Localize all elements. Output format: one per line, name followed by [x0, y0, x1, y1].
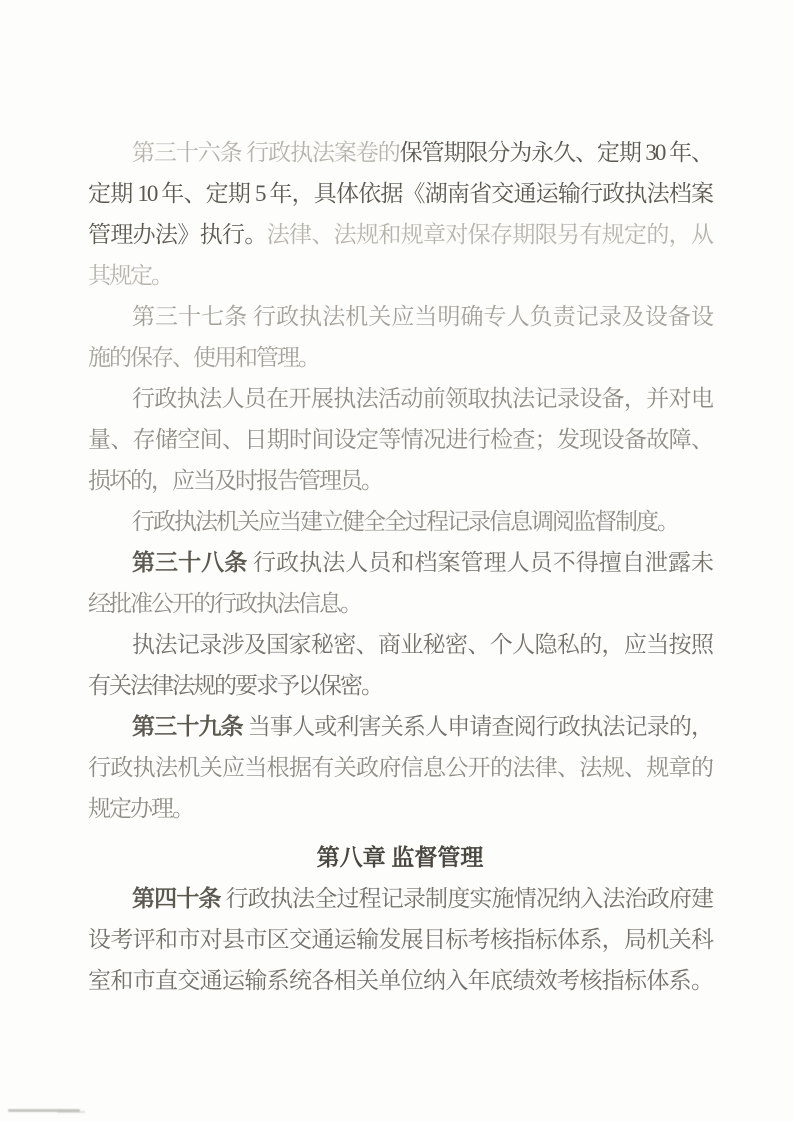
text-segment: 设考评和市对县市区交通运输发展目标考核指标体系，局机关科 — [88, 927, 712, 952]
text-segment: 规定办理。 — [88, 796, 193, 821]
text-segment: 第四十条 — [132, 886, 221, 911]
page-content — [88, 132, 712, 1001]
article-40-line-2 — [88, 919, 712, 960]
text-segment: 定期 10 年、定期 5 年，具体依据《湖南省交通运输行政执法档案 — [88, 181, 712, 206]
text-segment: 保管期限分为永久、定期 30 年、 — [399, 140, 713, 165]
article-37-line-4 — [88, 419, 712, 460]
text-segment: 损坏的，应当及时报告管理员。 — [88, 468, 382, 493]
text-segment: 管理办法》执行。 — [88, 222, 267, 247]
article-38-line-3 — [88, 624, 712, 665]
article-39-line-1 — [88, 706, 712, 747]
text-segment: 其规定。 — [88, 263, 172, 288]
article-37-line-6 — [88, 501, 712, 542]
chapter-8-heading — [88, 837, 712, 878]
article-37-line-1 — [88, 296, 712, 337]
text-segment: 第三十八条 — [132, 550, 248, 575]
text-segment: 行政执法全过程记录制度实施情况纳入法治政府建 — [220, 886, 713, 911]
text-segment: 施的保存、使用和管理。 — [88, 345, 319, 370]
text-segment: 第三十六条 行政执法案卷的 — [132, 140, 400, 165]
article-37-line-2 — [88, 337, 712, 378]
text-segment: 行政执法机关应当根据有关政府信息公开的法律、法规、规章的 — [88, 755, 712, 780]
text-segment: 第三十七条 行政执法机关应当明确专人负责记录及设备设 — [132, 304, 712, 329]
article-37-line-5 — [88, 460, 712, 501]
article-39-line-2 — [88, 747, 712, 788]
article-39-line-3 — [88, 788, 712, 829]
text-segment: 执法记录涉及国家秘密、商业秘密、个人隐私的，应当按照 — [132, 632, 712, 657]
article-36-line-1 — [88, 132, 712, 173]
article-38-line-2 — [88, 583, 712, 624]
text-segment: 有关法律法规的要求予以保密。 — [88, 673, 382, 698]
text-segment: 行政执法人员和档案管理人员不得擅自泄露未 — [247, 550, 713, 575]
text-segment: 量、存储空间、日期时间设定等情况进行检查；发现设备故障、 — [88, 427, 712, 452]
text-segment: 室和市直交通运输系统各相关单位纳入年底绩效考核指标体系。 — [88, 968, 712, 993]
article-38-line-1 — [88, 542, 712, 583]
text-segment: 行政执法人员在开展执法活动前领取执法记录设备，并对电 — [132, 386, 712, 411]
article-40-line-3 — [88, 960, 712, 1001]
article-36-line-3 — [88, 214, 712, 255]
article-36-line-2 — [88, 173, 712, 214]
text-segment: 第三十九条 — [132, 714, 243, 739]
article-36-line-4 — [88, 255, 712, 296]
text-segment: 当事人或利害关系人申请查阅行政执法记录的， — [242, 714, 713, 739]
article-40-line-1 — [88, 878, 712, 919]
text-segment: 法律、法规和规章对保存期限另有规定的，从 — [266, 222, 713, 247]
article-37-line-3 — [88, 378, 712, 419]
article-38-line-4 — [88, 665, 712, 706]
text-segment: 第八章 监督管理 — [316, 845, 484, 870]
text-segment: 行政执法机关应当建立健全全过程记录信息调阅监督制度。 — [132, 509, 678, 534]
scan-artifact-secondary — [57, 1111, 85, 1113]
text-segment: 经批准公开的行政执法信息。 — [88, 591, 361, 616]
